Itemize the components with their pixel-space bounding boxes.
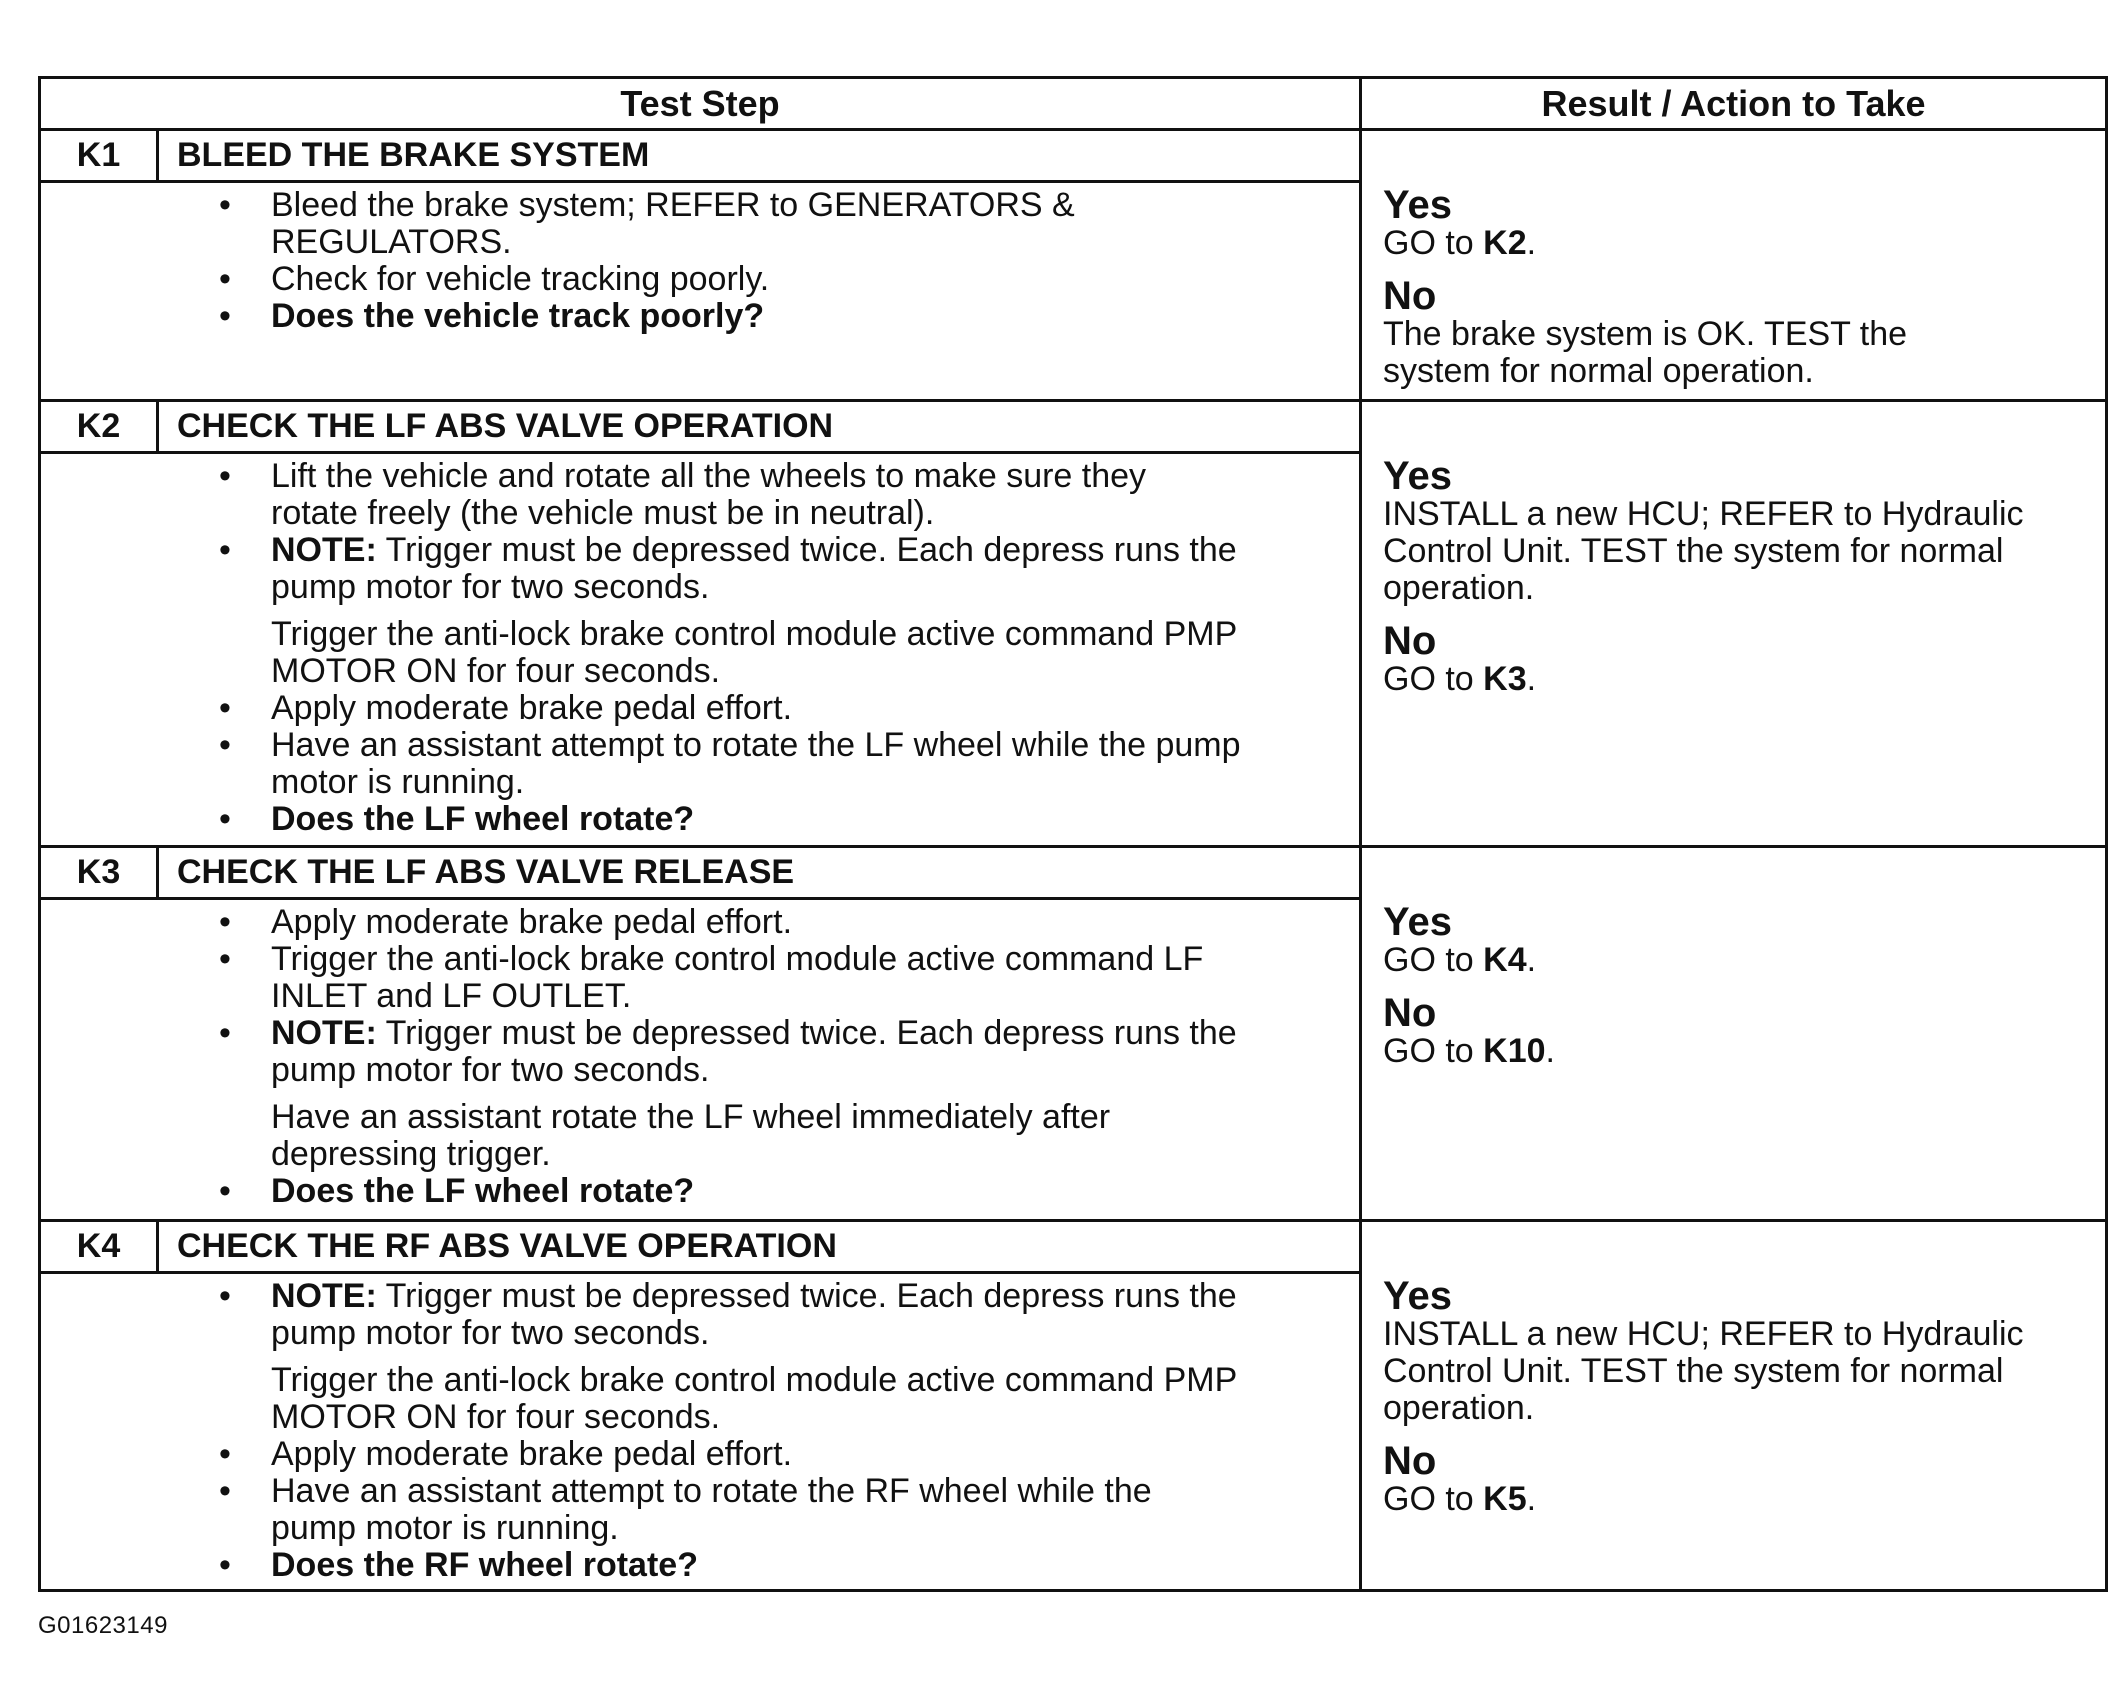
yes-action-line: Control Unit. TEST the system for normal xyxy=(1383,1352,2004,1390)
result-action xyxy=(1383,456,2103,698)
no-label: No xyxy=(1383,991,1437,1035)
instruction-line: Apply moderate brake pedal effort. xyxy=(271,689,793,727)
instruction-line: Does the RF wheel rotate? xyxy=(271,1546,698,1584)
step-id: K3 xyxy=(41,848,159,897)
step-id: K1 xyxy=(41,131,159,180)
note-label: NOTE: xyxy=(271,531,377,569)
instruction-item xyxy=(159,1362,1359,1436)
step-title: CHECK THE LF ABS VALVE OPERATION xyxy=(177,407,834,445)
instruction-line: pump motor for two seconds. xyxy=(271,568,710,606)
no-action-line: GO to K3. xyxy=(1383,660,1537,698)
instruction-line: Check for vehicle tracking poorly. xyxy=(271,260,770,298)
no-label: No xyxy=(1383,274,1437,318)
step-title: CHECK THE LF ABS VALVE RELEASE xyxy=(177,853,795,891)
diagnostic-table xyxy=(38,76,2108,1592)
instruction-item xyxy=(159,458,1359,532)
instruction-line: Bleed the brake system; REFER to GENERATORS & xyxy=(271,186,1075,224)
no-action-line: GO to K5. xyxy=(1383,1480,1537,1518)
instruction-item xyxy=(159,1173,1359,1210)
step-instructions xyxy=(159,187,1359,335)
step-reference: K2 xyxy=(1483,224,1527,262)
no-action-line: system for normal operation. xyxy=(1383,352,1814,390)
instruction-line: Have an assistant attempt to rotate the LF wheel while the pump xyxy=(271,726,1241,764)
instruction-item xyxy=(159,1547,1359,1584)
yes-label: Yes xyxy=(1383,1274,1452,1318)
instruction-line: pump motor for two seconds. xyxy=(271,1051,710,1089)
instruction-line xyxy=(271,532,1359,569)
instruction-item xyxy=(159,1473,1359,1547)
bullet-icon: • xyxy=(219,726,231,764)
step-title-row xyxy=(41,1222,1361,1274)
step-instructions xyxy=(159,458,1359,838)
bullet-icon: • xyxy=(219,1546,231,1584)
instruction-line: Apply moderate brake pedal effort. xyxy=(271,903,793,941)
step-instructions xyxy=(159,1278,1359,1584)
instruction-item xyxy=(159,1278,1359,1352)
step-reference: K5 xyxy=(1483,1480,1527,1518)
instruction-item xyxy=(159,261,1359,298)
instruction-line: INLET and LF OUTLET. xyxy=(271,977,632,1015)
result-action xyxy=(1383,185,2103,390)
yes-action-line: Control Unit. TEST the system for normal xyxy=(1383,532,2004,570)
bullet-icon: • xyxy=(219,297,231,335)
instruction-text: Trigger must be depressed twice. Each depress runs the xyxy=(376,1014,1237,1052)
yes-action-line: operation. xyxy=(1383,1389,1535,1427)
table-header xyxy=(41,79,2105,131)
bullet-icon: • xyxy=(219,1472,231,1510)
step-reference: K4 xyxy=(1483,941,1527,979)
step-reference: K10 xyxy=(1483,1032,1546,1070)
bullet-icon: • xyxy=(219,1435,231,1473)
instruction-line: MOTOR ON for four seconds. xyxy=(271,1398,721,1436)
step-instructions xyxy=(159,904,1359,1210)
yes-action-line: GO to K2. xyxy=(1383,224,1537,262)
instruction-line: Lift the vehicle and rotate all the wheels to make sure they xyxy=(271,457,1147,495)
bullet-icon: • xyxy=(219,1277,231,1315)
no-action-line: GO to K10. xyxy=(1383,1032,1555,1070)
figure-code: G01623149 xyxy=(38,1612,168,1639)
bullet-icon: • xyxy=(219,903,231,941)
instruction-line xyxy=(271,1278,1359,1315)
bullet-icon: • xyxy=(219,531,231,569)
bullet-icon: • xyxy=(219,800,231,838)
instruction-line: MOTOR ON for four seconds. xyxy=(271,652,721,690)
instruction-item xyxy=(159,727,1359,801)
instruction-line: rotate freely (the vehicle must be in neutral). xyxy=(271,494,935,532)
instruction-line: Have an assistant rotate the LF wheel immediately after xyxy=(271,1098,1111,1136)
header-test-step: Test Step xyxy=(620,83,780,124)
yes-action-line: INSTALL a new HCU; REFER to Hydraulic xyxy=(1383,1315,2024,1353)
instruction-line: Have an assistant attempt to rotate the RF wheel while the xyxy=(271,1472,1152,1510)
instruction-text: Trigger must be depressed twice. Each depress runs the xyxy=(376,531,1237,569)
yes-action-line: GO to K4. xyxy=(1383,941,1537,979)
yes-action-line: INSTALL a new HCU; REFER to Hydraulic xyxy=(1383,495,2024,533)
yes-label: Yes xyxy=(1383,900,1452,944)
instruction-line: Trigger the anti-lock brake control module active command LF xyxy=(271,940,1204,978)
instruction-line: Apply moderate brake pedal effort. xyxy=(271,1435,793,1473)
instruction-line: Does the LF wheel rotate? xyxy=(271,800,695,838)
bullet-icon: • xyxy=(219,1172,231,1210)
instruction-line: depressing trigger. xyxy=(271,1135,551,1173)
bullet-icon: • xyxy=(219,457,231,495)
instruction-item xyxy=(159,187,1359,261)
instruction-item xyxy=(159,616,1359,690)
instruction-item xyxy=(159,941,1359,1015)
instruction-line: REGULATORS. xyxy=(271,223,512,261)
bullet-icon: • xyxy=(219,260,231,298)
header-result-action: Result / Action to Take xyxy=(1541,83,1926,124)
instruction-line: Trigger the anti-lock brake control module active command PMP xyxy=(271,1361,1238,1399)
instruction-line xyxy=(271,1015,1359,1052)
bullet-icon: • xyxy=(219,1014,231,1052)
step-title: BLEED THE BRAKE SYSTEM xyxy=(177,136,650,174)
instruction-line: pump motor for two seconds. xyxy=(271,1314,710,1352)
no-label: No xyxy=(1383,1439,1437,1483)
step-title: CHECK THE RF ABS VALVE OPERATION xyxy=(177,1227,837,1265)
instruction-line: pump motor is running. xyxy=(271,1509,619,1547)
instruction-text: Trigger must be depressed twice. Each depress runs the xyxy=(376,1277,1237,1315)
instruction-item xyxy=(159,298,1359,335)
instruction-item xyxy=(159,1099,1359,1173)
instruction-item xyxy=(159,690,1359,727)
step-title-row xyxy=(41,402,1361,454)
instruction-line: Trigger the anti-lock brake control module active command PMP xyxy=(271,615,1238,653)
yes-action-line: operation. xyxy=(1383,569,1535,607)
step-id: K2 xyxy=(41,402,159,451)
step-reference: K3 xyxy=(1483,660,1527,698)
test-step-row xyxy=(41,848,2105,1222)
step-title-row xyxy=(41,131,1361,183)
note-label: NOTE: xyxy=(271,1014,377,1052)
instruction-line: Does the LF wheel rotate? xyxy=(271,1172,695,1210)
yes-label: Yes xyxy=(1383,454,1452,498)
instruction-item xyxy=(159,904,1359,941)
step-id: K4 xyxy=(41,1222,159,1271)
bullet-icon: • xyxy=(219,940,231,978)
instruction-item xyxy=(159,1015,1359,1089)
no-action-line: The brake system is OK. TEST the xyxy=(1383,315,1908,353)
result-action xyxy=(1383,902,2103,1070)
test-step-row xyxy=(41,1222,2105,1595)
bullet-icon: • xyxy=(219,689,231,727)
instruction-item xyxy=(159,801,1359,838)
yes-label: Yes xyxy=(1383,183,1452,227)
bullet-icon: • xyxy=(219,186,231,224)
no-label: No xyxy=(1383,619,1437,663)
instruction-item xyxy=(159,1436,1359,1473)
instruction-line: motor is running. xyxy=(271,763,525,801)
result-action xyxy=(1383,1276,2103,1518)
instruction-item xyxy=(159,532,1359,606)
test-step-row xyxy=(41,131,2105,402)
instruction-line: Does the vehicle track poorly? xyxy=(271,297,765,335)
test-step-row xyxy=(41,402,2105,848)
note-label: NOTE: xyxy=(271,1277,377,1315)
step-title-row xyxy=(41,848,1361,900)
